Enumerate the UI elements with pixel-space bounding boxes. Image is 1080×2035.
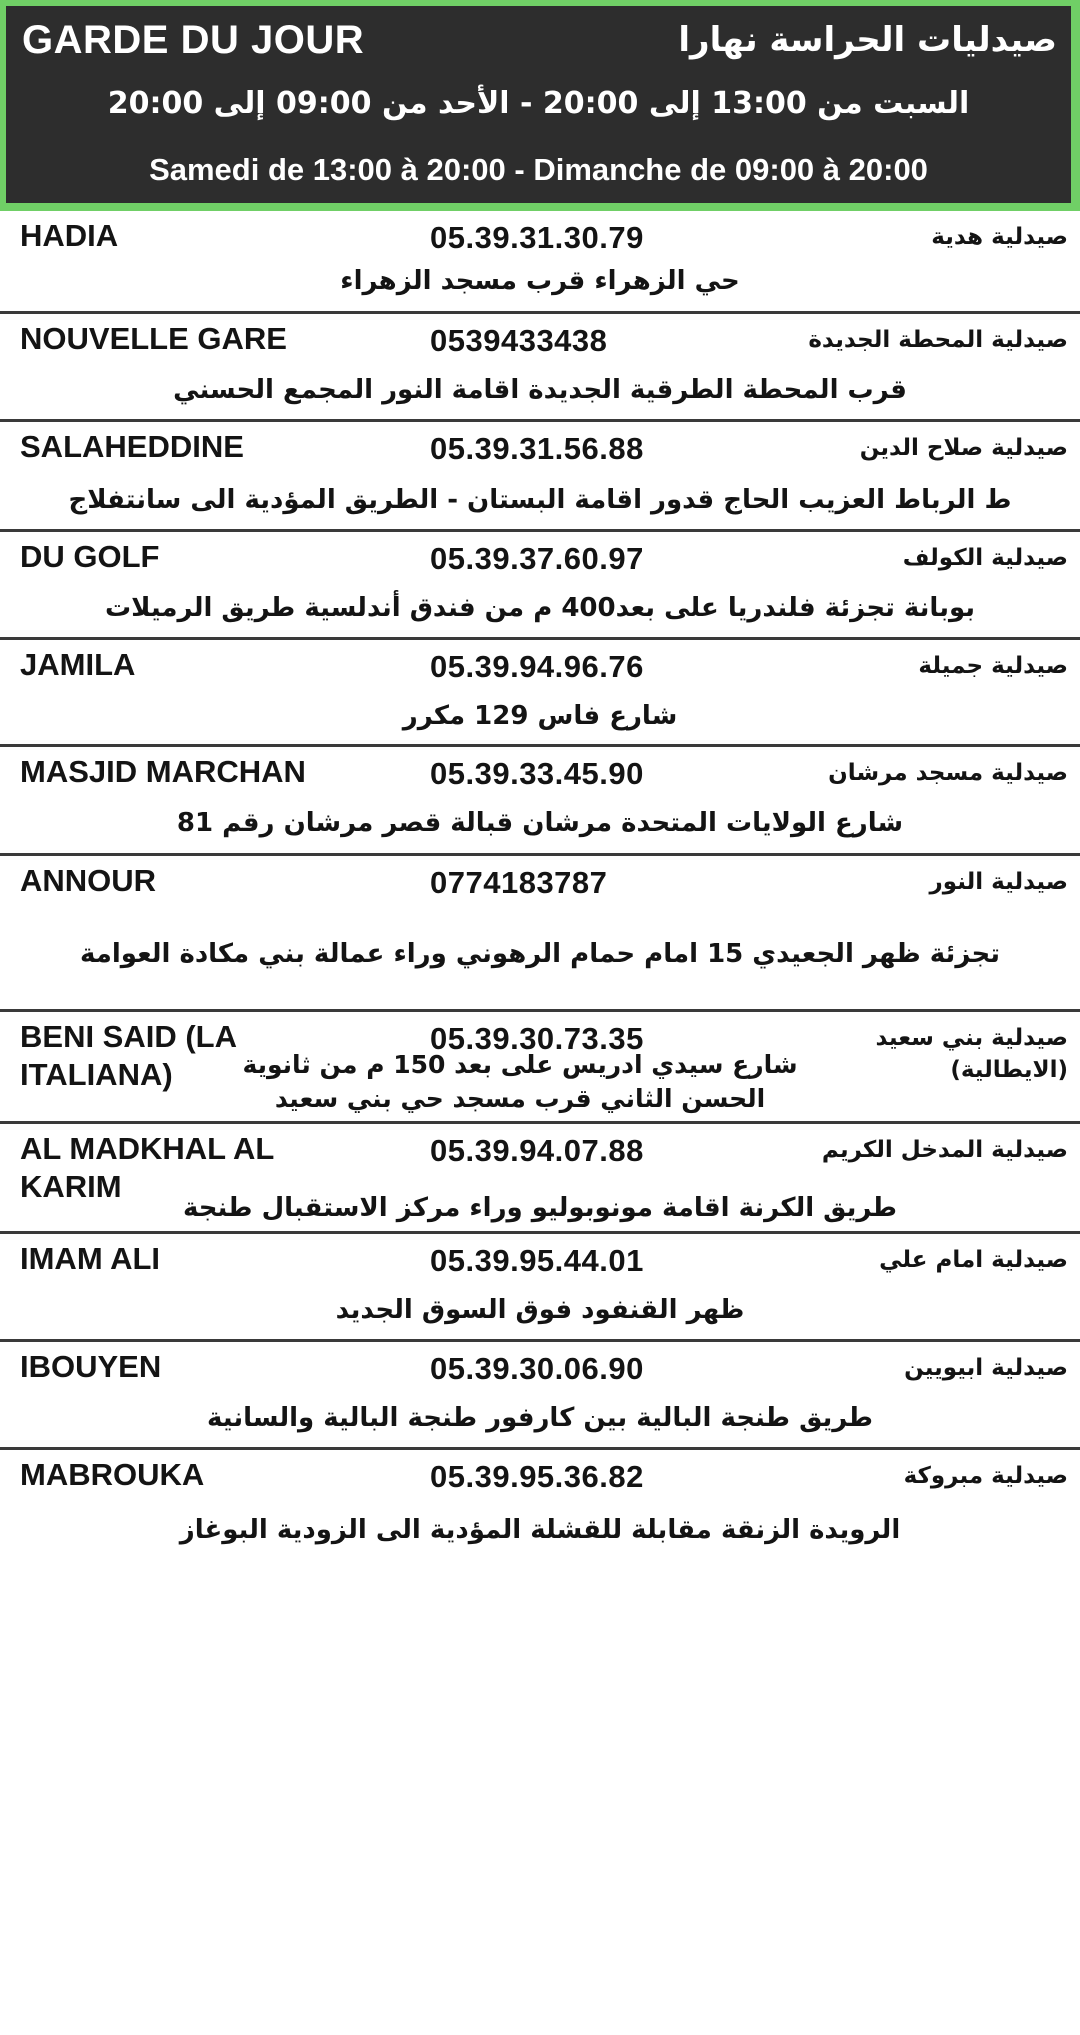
pharmacy-name-ar: صيدلية المحطة الجديدة	[808, 327, 1068, 353]
pharmacy-entry	[0, 1342, 1080, 1450]
pharmacy-entry	[0, 422, 1080, 532]
pharmacy-name-ar: صيدلية الكولف	[902, 545, 1068, 571]
pharmacy-phone[interactable]: 05.39.95.44.01	[430, 1243, 644, 1278]
pharmacy-name-fr: MASJID MARCHAN	[20, 754, 306, 789]
pharmacy-phone[interactable]: 05.39.33.45.90	[430, 756, 644, 791]
pharmacy-name-ar: صيدلية ابيويين	[904, 1355, 1068, 1381]
pharmacy-entry	[0, 211, 1080, 314]
pharmacy-address: ط الرباط العزيب الحاج قدور اقامة البستان - الطريق المؤدية الى سانتفلاج	[68, 485, 1012, 515]
pharmacy-name-fr: HADIA	[20, 218, 119, 253]
pharmacy-entry	[0, 532, 1080, 640]
pharmacy-address: شارع فاس 129 مكرر	[402, 701, 678, 731]
pharmacy-name-ar: صيدلية بني سعيد (الايطالية)	[875, 1025, 1068, 1083]
pharmacy-phone[interactable]: 05.39.37.60.97	[430, 541, 644, 576]
pharmacy-name-fr: IMAM ALI	[20, 1241, 161, 1276]
pharmacy-phone[interactable]: 0774183787	[430, 865, 608, 900]
pharmacy-name-ar: صيدلية امام علي	[879, 1247, 1068, 1273]
pharmacy-phone[interactable]: 05.39.30.73.35	[430, 1021, 644, 1056]
header-panel	[6, 6, 1071, 203]
pharmacy-name-ar: صيدلية هدية	[931, 224, 1068, 250]
pharmacy-entry	[0, 1234, 1080, 1342]
pharmacy-address: حي الزهراء قرب مسجد الزهراء	[340, 266, 740, 296]
pharmacy-entry	[0, 856, 1080, 1012]
pharmacy-phone[interactable]: 05.39.31.30.79	[430, 220, 644, 255]
pharmacy-name-fr: JAMILA	[20, 647, 136, 682]
pharmacy-phone[interactable]: 05.39.94.07.88	[430, 1133, 644, 1168]
pharmacy-phone[interactable]: 05.39.95.36.82	[430, 1459, 644, 1494]
pharmacy-address: شارع سيدي ادريس على بعد 150 م من ثانوية الحسن الثاني قرب مسجد حي بني سعيد	[242, 1050, 798, 1113]
pharmacy-name-fr: ANNOUR	[20, 863, 157, 898]
pharmacy-name-fr: MABROUKA	[20, 1457, 205, 1492]
title-french: GARDE DU JOUR	[22, 18, 365, 62]
schedule-french: Samedi de 13:00 à 20:00 - Dimanche de 09:00 à 20:00	[149, 152, 928, 187]
schedule-arabic: السبت من 13:00 إلى 20:00 - الأحد من 09:00 إلى 20:00	[107, 86, 970, 121]
pharmacy-address: طريق طنجة البالية بين كارفور طنجة البالية والسانية	[207, 1403, 873, 1433]
pharmacy-list	[0, 211, 1080, 1570]
pharmacy-name-fr: IBOUYEN	[20, 1349, 162, 1384]
pharmacy-name-ar: صيدلية جميلة	[918, 653, 1068, 679]
pharmacy-phone[interactable]: 05.39.31.56.88	[430, 431, 644, 466]
pharmacy-entry	[0, 640, 1080, 747]
pharmacy-address: قرب المحطة الطرقية الجديدة اقامة النور المجمع الحسني	[173, 375, 907, 405]
pharmacy-entry	[0, 314, 1080, 422]
pharmacy-entry	[0, 1450, 1080, 1570]
pharmacy-address: ظهر القنفود فوق السوق الجديد	[335, 1295, 745, 1325]
pharmacy-name-ar: صيدلية صلاح الدين	[859, 435, 1068, 461]
pharmacy-phone[interactable]: 0539433438	[430, 323, 608, 358]
pharmacy-name-fr: BENI SAID (LA ITALIANA)	[20, 1019, 236, 1092]
pharmacy-name-ar: صيدلية النور	[929, 869, 1068, 895]
pharmacy-name-ar: صيدلية مبروكة	[903, 1463, 1068, 1489]
title-arabic: صيدليات الحراسة نهارا	[678, 20, 1057, 60]
pharmacy-name-fr: SALAHEDDINE	[20, 429, 244, 464]
pharmacy-name-ar: صيدلية مسجد مرشان	[828, 760, 1068, 786]
header-banner	[0, 0, 1080, 211]
pharmacy-address: شارع الولايات المتحدة مرشان قبالة قصر مرشان رقم 81	[176, 808, 904, 838]
pharmacy-address: طريق الكرنة اقامة مونوبوليو وراء مركز الاستقبال طنجة	[182, 1193, 898, 1223]
pharmacy-address: بوبانة تجزئة فلندريا على بعد400 م من فندق أندلسية طريق الرميلات	[104, 593, 976, 623]
pharmacy-phone[interactable]: 05.39.30.06.90	[430, 1351, 644, 1386]
pharmacy-entry	[0, 747, 1080, 856]
pharmacy-entry	[0, 1012, 1080, 1124]
pharmacy-address: تجزئة ظهر الجعيدي 15 امام حمام الرهوني وراء عمالة بني مكادة العوامة	[79, 939, 1000, 969]
pharmacy-address: الرويدة الزنقة مقابلة للقشلة المؤدية الى الزودية البوغاز	[179, 1515, 901, 1545]
pharmacy-name-ar: صيدلية المدخل الكريم	[821, 1137, 1068, 1163]
pharmacy-name-fr: DU GOLF	[20, 539, 160, 574]
pharmacy-entry	[0, 1124, 1080, 1234]
pharmacy-phone[interactable]: 05.39.94.96.76	[430, 649, 644, 684]
pharmacy-name-fr: AL MADKHAL AL KARIM	[20, 1131, 274, 1204]
pharmacy-name-fr: NOUVELLE GARE	[20, 321, 287, 356]
